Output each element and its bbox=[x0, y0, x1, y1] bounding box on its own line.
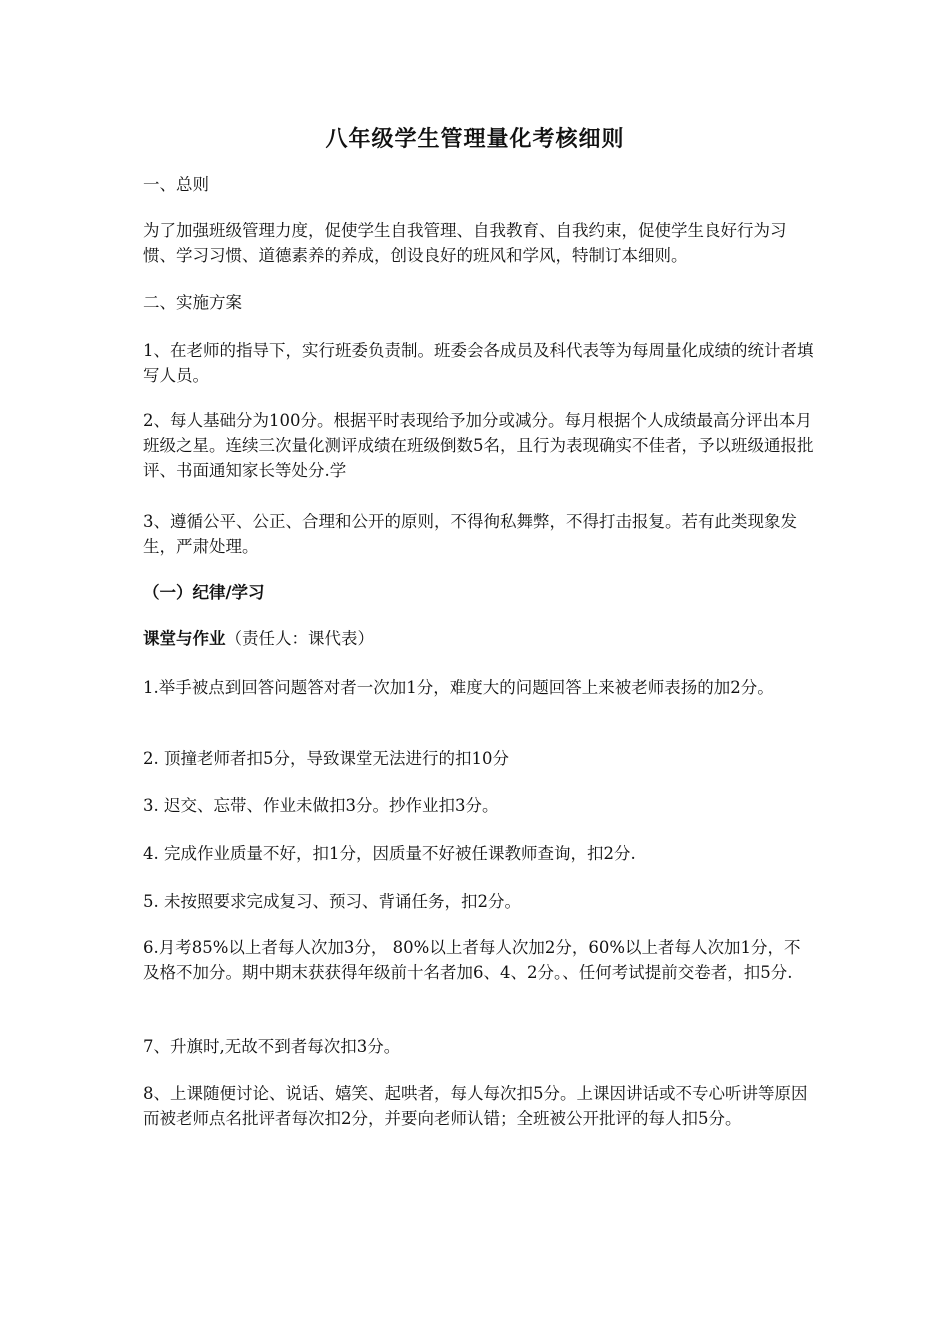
rule-item-3: 3. 迟交、忘带、作业未做扣3分。抄作业扣3分。 bbox=[143, 796, 499, 815]
rule-item-2: 2. 顶撞老师者扣5分，导致课堂无法进行的扣10分 bbox=[143, 749, 509, 768]
plan-item-1: 1、在老师的指导下，实行班委负责制。班委会各成员及科代表等为每周量化成绩的统计者填写人员。 bbox=[143, 341, 814, 385]
section-heading-general: 一、总则 bbox=[143, 175, 209, 194]
class-heading bbox=[143, 626, 815, 651]
class-heading-title: 课堂与作业 bbox=[143, 629, 226, 648]
plan-item-3: 3、遵循公平、公正、合理和公开的原则，不得徇私舞弊，不得打击报复。若有此类现象发生，严肃处理。 bbox=[143, 512, 797, 556]
general-paragraph: 为了加强班级管理力度，促使学生自我管理、自我教育、自我约束，促使学生良好行为习惯、学习习惯、道德素养的养成，创设良好的班风和学风，特制订本细则。 bbox=[143, 221, 787, 265]
class-heading-note: （责任人：课代表） bbox=[225, 629, 374, 648]
rule-item-4: 4. 完成作业质量不好，扣1分，因质量不好被任课教师查询，扣2分. bbox=[143, 844, 636, 863]
rule-item-5: 5. 未按照要求完成复习、预习、背诵任务，扣2分。 bbox=[143, 892, 521, 911]
subsection-heading: （一）纪律/学习 bbox=[143, 583, 265, 602]
plan-item-2: 2、每人基础分为100分。根据平时表现给予加分或减分。每月根据个人成绩最高分评出本月班级之星。连续三次量化测评成绩在班级倒数5名，且行为表现确实不佳者，予以班级通报批评、书面通知家长等处分.学 bbox=[143, 411, 814, 480]
rule-item-8: 8、上课随便讨论、说话、嬉笑、起哄者，每人每次扣5分。上课因讲话或不专心听讲等原因而被老师点名批评者每次扣2分，并要向老师认错；全班被公开批评的每人扣5分。 bbox=[143, 1084, 808, 1128]
rule-item-7: 7、升旗时,无故不到者每次扣3分。 bbox=[143, 1037, 401, 1056]
rule-item-6: 6.月考85%以上者每人次加3分， 80%以上者每人次加2分，60%以上者每人次加1分，不及格不加分。期中期末获获得年级前十名者加6、4、2分。、任何考试提前交卷者，扣5分. bbox=[143, 938, 801, 982]
section-heading-plan: 二、实施方案 bbox=[143, 293, 242, 312]
document-title: 八年级学生管理量化考核细则 bbox=[325, 126, 625, 152]
rule-item-1: 1.举手被点到回答问题答对者一次加1分，难度大的问题回答上来被老师表扬的加2分。 bbox=[143, 678, 774, 697]
